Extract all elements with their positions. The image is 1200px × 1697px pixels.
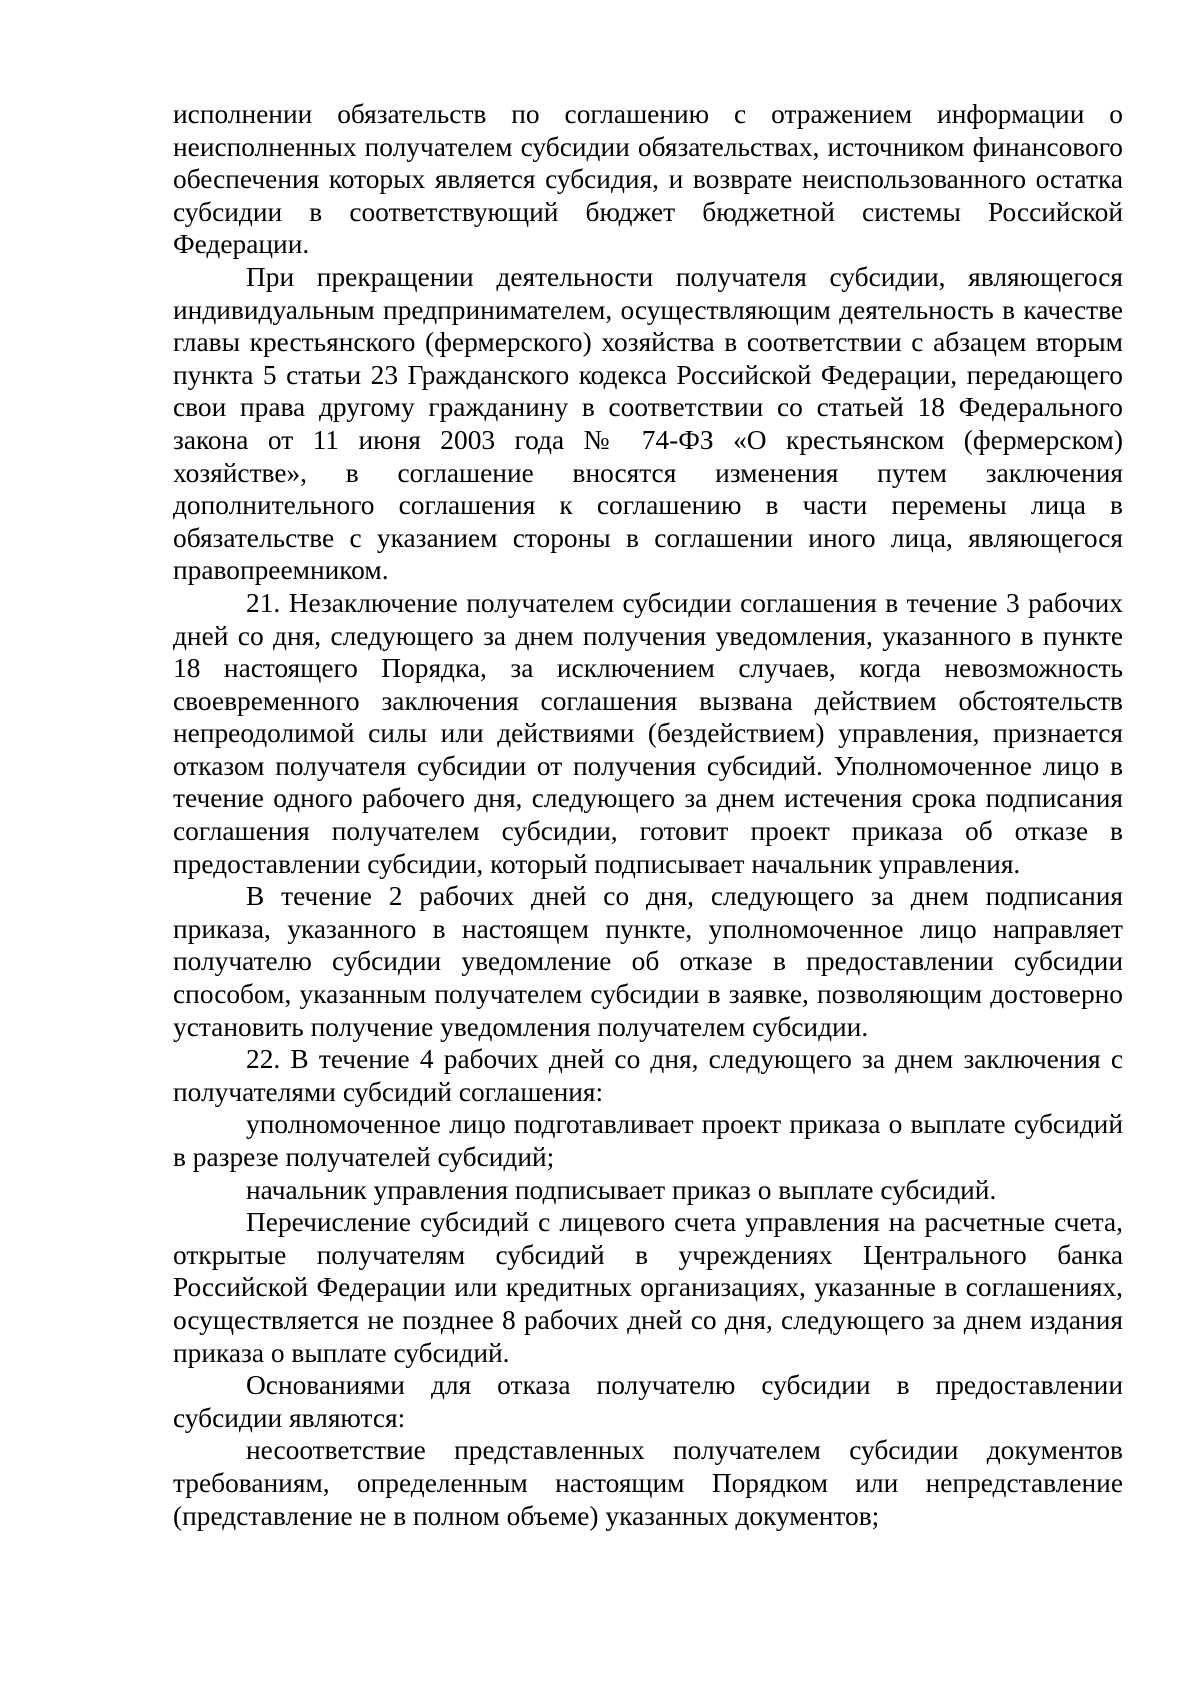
paragraph-draft-order: уполномоченное лицо подготавливает проект приказа о выплате субсидий в разрезе получателей субсидий; xyxy=(173,1109,1123,1172)
paragraph-transfer: Перечисление субсидий с лицевого счета управления на расчетные счета, открытые получателям субсидий в учреждениях Центрального банка Российской Федерации или кредитных организациях, указанные в соглашениях, осуществляется не позднее 8 рабочих дней со дня, следующего за днем издания приказа о выплате субсидий. xyxy=(173,1207,1123,1368)
paragraph-continuation: исполнении обязательств по соглашению с отражением информации о неисполненных получателем субсидии обязательствах, источником финансового обеспечения которых является субсидия, и возврате неиспользованного остатка субсидии в соответствующий бюджет бюджетной системы Российской Федерации. xyxy=(173,99,1123,260)
paragraph-clause-22: 22. В течение 4 рабочих дней со дня, следующего за днем заключения с получателями субсидий соглашения: xyxy=(173,1044,1123,1107)
paragraph-refusal-grounds: Основаниями для отказа получателю субсидии в предоставлении субсидии являются: xyxy=(173,1370,1123,1433)
paragraph-sign-order: начальник управления подписывает приказ о выплате субсидий. xyxy=(246,1174,997,1205)
paragraph-refusal-notice: В течение 2 рабочих дней со дня, следующего за днем подписания приказа, указанного в настоящем пункте, уполномоченное лицо направляет получателю субсидии уведомление об отказе в предоставлении субсидии способом, указанным получателем субсидии в заявке, позволяющим достоверно установить получение уведомления получателем субсидии. xyxy=(173,881,1123,1042)
paragraph-farm-succession: При прекращении деятельности получателя субсидии, являющегося индивидуальным предпринимателем, осуществляющим деятельность в качестве главы крестьянского (фермерского) хозяйства в соответствии с абзацем вторым пункта 5 статьи 23 Гражданского кодекса Российской Федерации, передающего свои права другому гражданину в соответствии со статьей 18 Федерального закона от 11 июня 2003 года № 74-ФЗ «О крестьянском (фермерском) хозяйстве», в соглашение вносятся изменения путем заключения дополнительного соглашения к соглашению в части перемены лица в обязательстве с указанием стороны в соглашении иного лица, являющегося правопреемником. xyxy=(173,261,1123,586)
document-body xyxy=(173,98,1123,1532)
paragraph-clause-21: 21. Незаключение получателем субсидии соглашения в течение 3 рабочих дней со дня, следующего за днем получения уведомления, указанного в пункте 18 настоящего Порядка, за исключением случаев, когда невозможность своевременного заключения соглашения вызвана действием обстоятельств непреодолимой силы или действиями (бездействием) управления, признается отказом получателя субсидии от получения субсидий. Уполномоченное лицо в течение одного рабочего дня, следующего за днем истечения срока подписания соглашения получателем субсидии, готовит проект приказа об отказе в предоставлении субсидии, который подписывает начальник управления. xyxy=(173,587,1123,879)
paragraph-ground-mismatch: несоответствие представленных получателем субсидии документов требованиям, определенным настоящим Порядком или непредставление (представление не в полном объеме) указанных документов; xyxy=(173,1435,1123,1531)
